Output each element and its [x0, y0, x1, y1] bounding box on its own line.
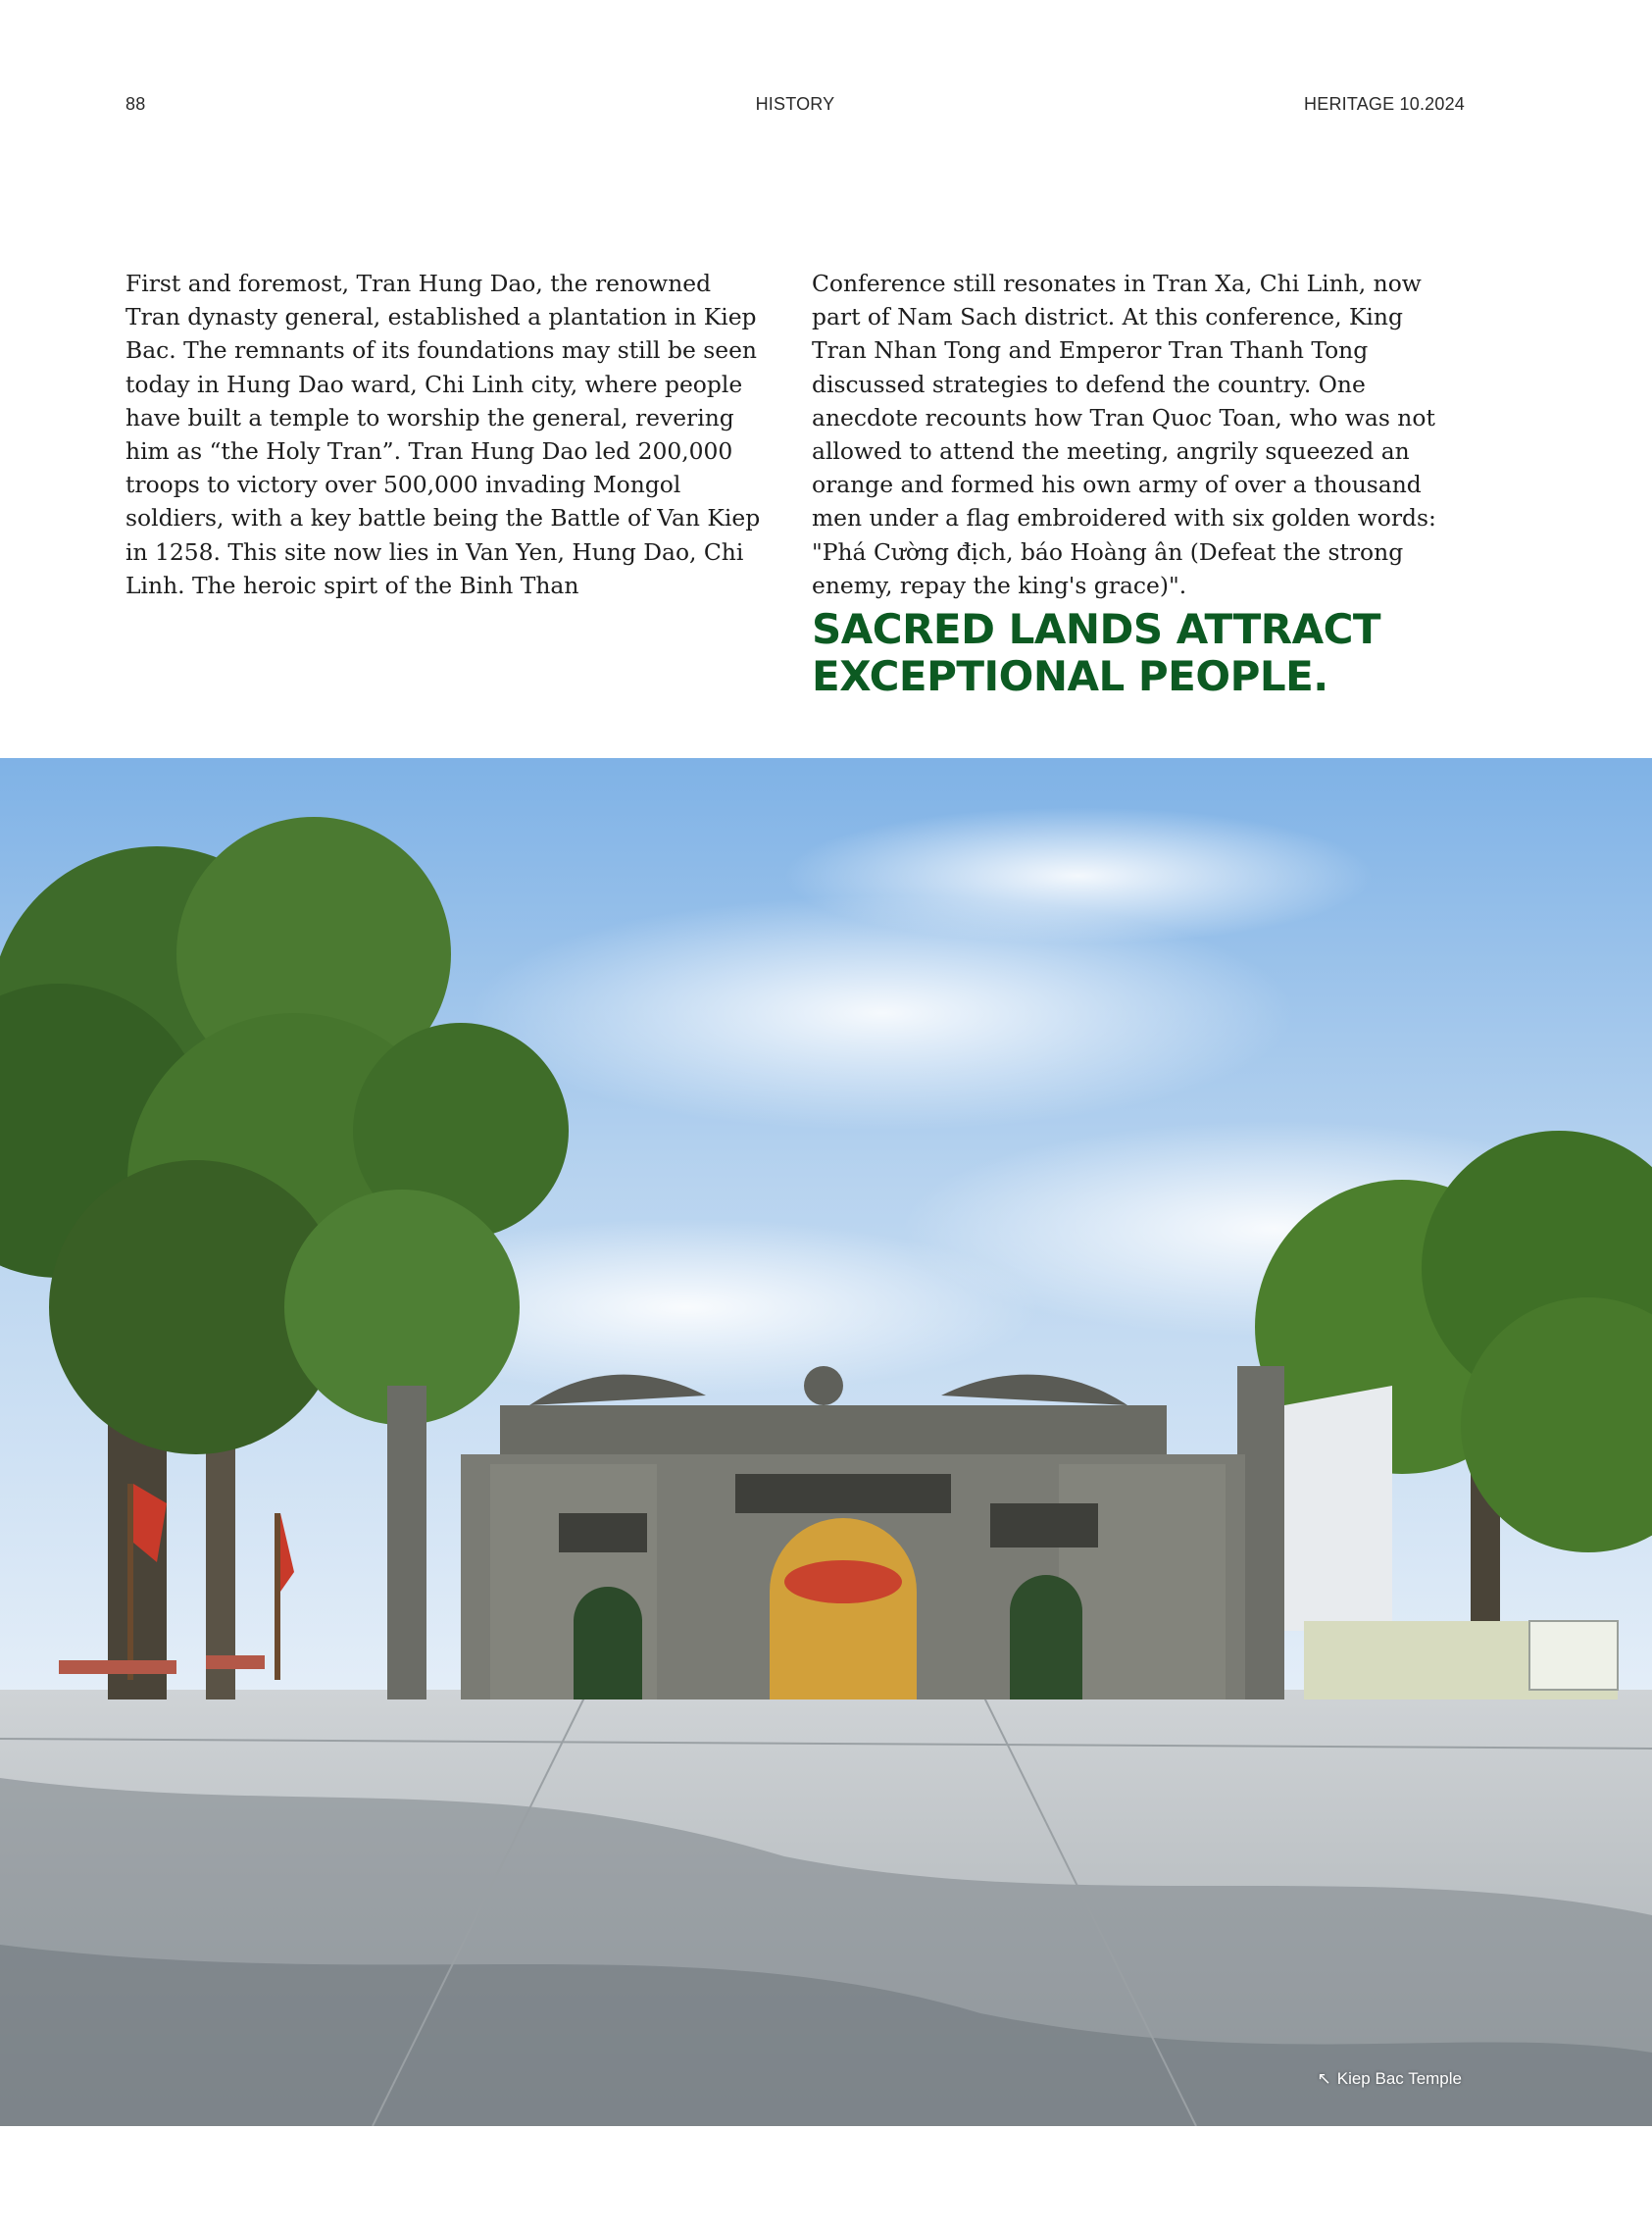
article-column-left: First and foremost, Tran Hung Dao, the renowned Tran dynasty general, established a plantation in Kiep Bac. The remnants of its foundations may still be seen today in Hung Dao ward, Chi Linh city, where people have built a temple to worship the general, revering him as “the Holy Tran”. Tran Hung Dao led 200,000 troops to victory over 500,000 invading Mongol soldiers, with a key battle being the Battle of Van Kiep in 1258. This site now lies in Van Yen, Hung Dao, Chi Linh. The heroic spirt of the Binh Than: [125, 270, 761, 599]
section-title: HISTORY: [755, 94, 835, 114]
temple-photo: [0, 758, 1652, 2126]
issue-label: HERITAGE 10.2024: [1304, 94, 1465, 114]
arrow-up-left-icon: ↖: [1317, 2069, 1331, 2088]
article-column-right: Conference still resonates in Tran Xa, Chi Linh, now part of Nam Sach district. At this conference, King Tran Nhan Tong and Emperor Tran Thanh Tong discussed strategies to defend the country. One anecdote recounts how Tran Quoc Toan, who was not allowed to attend the meeting, angrily squeezed an orange and formed his own army of over a thousand men under a flag embroidered with six golden words: "Phá Cường địch, báo Hoàng ân (Defeat the strong enemy, repay the king's grace)".: [812, 270, 1436, 599]
page-header: [125, 94, 1465, 122]
photo-caption-text: Kiep Bac Temple: [1336, 2069, 1462, 2088]
pull-quote: SACRED LANDS ATTRACT EXCEPTIONAL PEOPLE.: [812, 605, 1381, 700]
page-number: 88: [125, 94, 146, 114]
photo-caption: [1317, 2069, 1462, 2089]
